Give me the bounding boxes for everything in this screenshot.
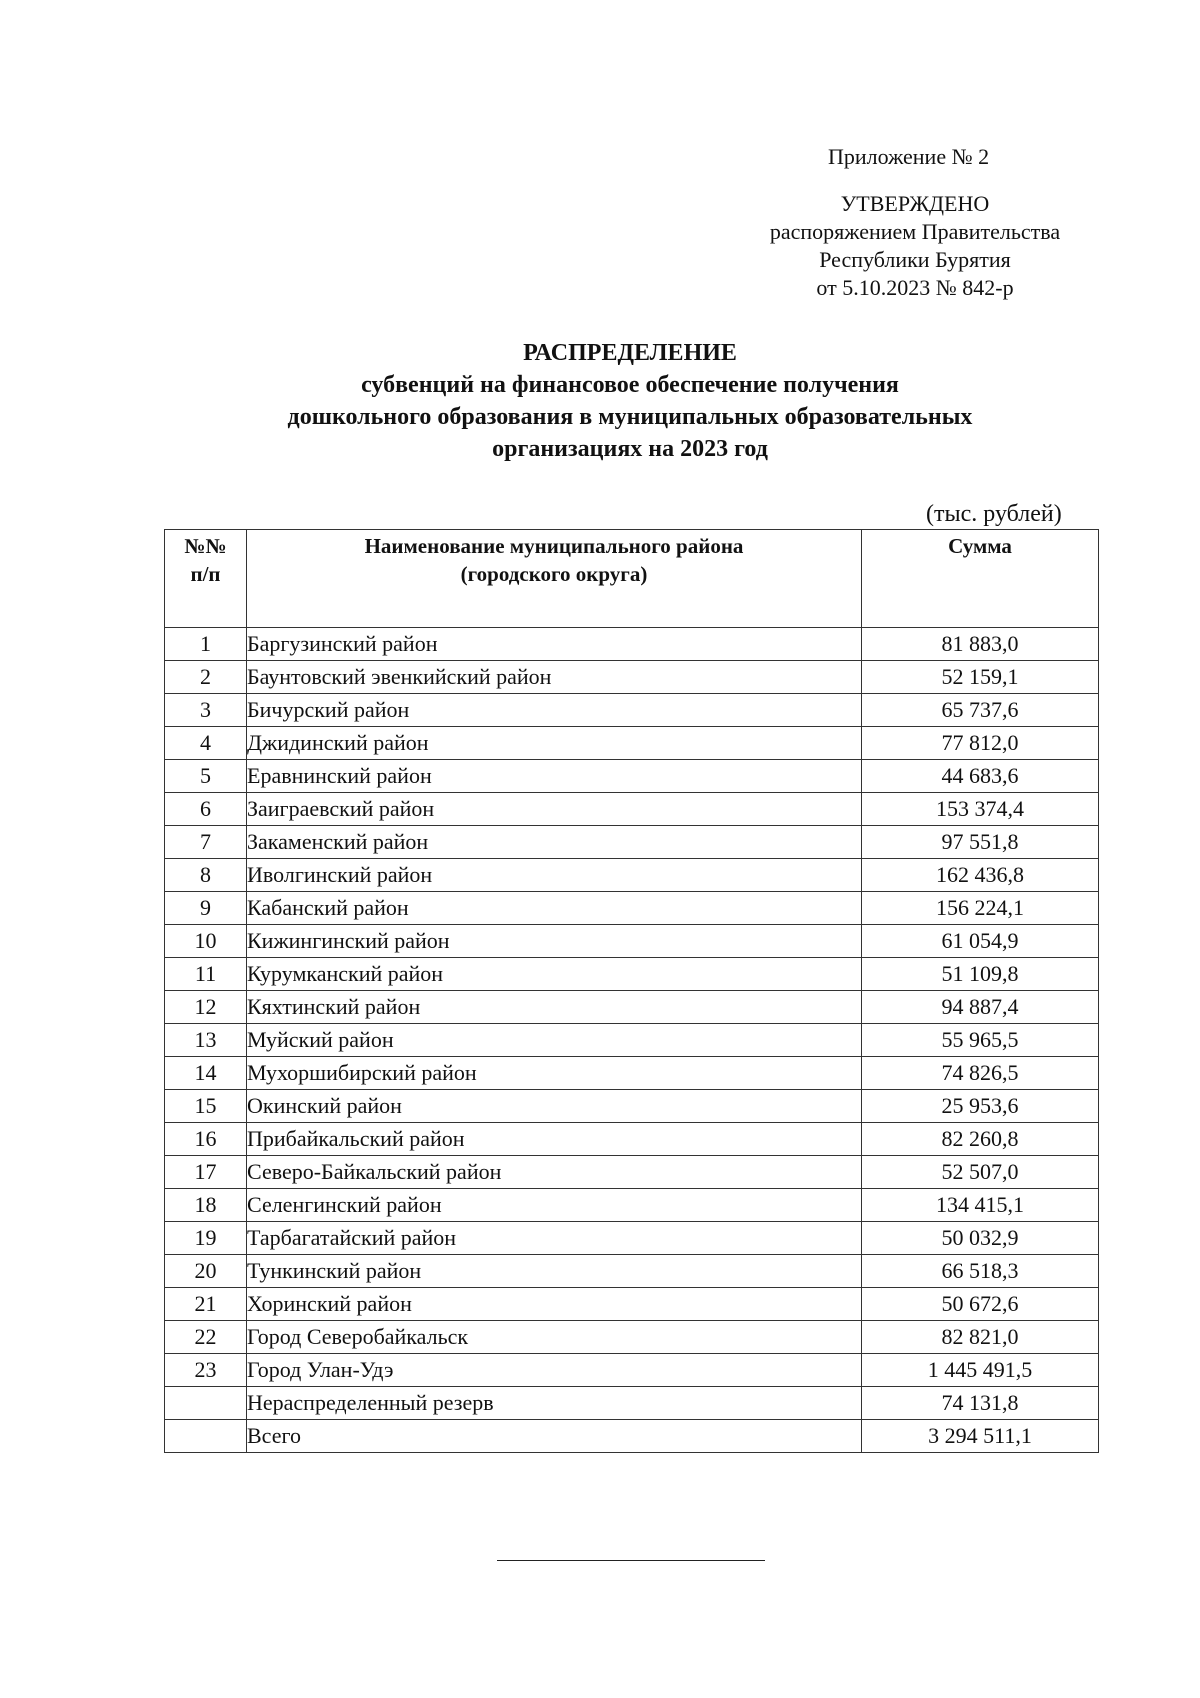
table-row	[165, 727, 1099, 760]
row-district-name: Кижингинский район	[247, 925, 862, 958]
table-body	[165, 628, 1099, 1453]
row-district-name: Баргузинский район	[247, 628, 862, 661]
row-amount: 61 054,9	[862, 925, 1099, 958]
row-district-name: Джидинский район	[247, 727, 862, 760]
table-row	[165, 1123, 1099, 1156]
table-row	[165, 1387, 1099, 1420]
title-subtitle-line-1: субвенций на финансовое обеспечение получения	[361, 372, 899, 398]
row-number: 23	[165, 1354, 247, 1387]
distribution-table	[164, 529, 1099, 1453]
row-number: 2	[165, 661, 247, 694]
row-district-name: Город Северобайкальск	[247, 1321, 862, 1354]
row-number: 12	[165, 991, 247, 1024]
units-label: (тыс. рублей)	[926, 501, 1062, 527]
row-number: 16	[165, 1123, 247, 1156]
header-name-line-2: (городского округа)	[460, 562, 648, 586]
table-row	[165, 1189, 1099, 1222]
row-district-name: Заиграевский район	[247, 793, 862, 826]
end-divider-line	[497, 1560, 765, 1561]
table-row	[165, 694, 1099, 727]
row-district-name: Тункинский район	[247, 1255, 862, 1288]
approval-authority: распоряжением Правительства	[769, 219, 1061, 244]
row-amount: 65 737,6	[862, 694, 1099, 727]
table-row	[165, 1321, 1099, 1354]
row-district-name: Кяхтинский район	[247, 991, 862, 1024]
row-district-name: Хоринский район	[247, 1288, 862, 1321]
row-amount: 52 159,1	[862, 661, 1099, 694]
row-district-name: Всего	[247, 1420, 862, 1453]
table-row	[165, 826, 1099, 859]
row-number: 21	[165, 1288, 247, 1321]
header-sum	[862, 530, 1099, 628]
header-name	[247, 530, 862, 628]
row-amount: 66 518,3	[862, 1255, 1099, 1288]
header-number	[165, 530, 247, 628]
row-amount: 134 415,1	[862, 1189, 1099, 1222]
table-row	[165, 1156, 1099, 1189]
row-district-name: Город Улан-Удэ	[247, 1354, 862, 1387]
row-amount: 162 436,8	[862, 859, 1099, 892]
row-number: 9	[165, 892, 247, 925]
row-number: 14	[165, 1057, 247, 1090]
table-header-row	[165, 530, 1099, 628]
row-amount: 74 131,8	[862, 1387, 1099, 1420]
document-title	[150, 337, 1110, 465]
row-amount: 81 883,0	[862, 628, 1099, 661]
row-number: 15	[165, 1090, 247, 1123]
row-district-name: Нераспределенный резерв	[247, 1387, 862, 1420]
row-amount: 94 887,4	[862, 991, 1099, 1024]
row-district-name: Курумканский район	[247, 958, 862, 991]
row-number: 4	[165, 727, 247, 760]
annex-label: Приложение № 2	[828, 144, 990, 169]
approval-heading: УТВЕРЖДЕНО	[840, 191, 990, 216]
header-sum-label: Сумма	[948, 534, 1012, 558]
title-subtitle-line-3: организациях на 2023 год	[492, 436, 768, 462]
row-number	[165, 1420, 247, 1453]
row-district-name: Прибайкальский район	[247, 1123, 862, 1156]
row-amount: 74 826,5	[862, 1057, 1099, 1090]
row-district-name: Еравнинский район	[247, 760, 862, 793]
table-row	[165, 760, 1099, 793]
title-subtitle-line-2: дошкольного образования в муниципальных образовательных	[287, 404, 973, 430]
row-number: 11	[165, 958, 247, 991]
row-district-name: Тарбагатайский район	[247, 1222, 862, 1255]
row-number: 8	[165, 859, 247, 892]
row-district-name: Северо-Байкальский район	[247, 1156, 862, 1189]
table-row	[165, 1420, 1099, 1453]
row-number: 10	[165, 925, 247, 958]
row-district-name: Мухоршибирский район	[247, 1057, 862, 1090]
table-row	[165, 925, 1099, 958]
row-number: 19	[165, 1222, 247, 1255]
row-amount: 51 109,8	[862, 958, 1099, 991]
row-amount: 1 445 491,5	[862, 1354, 1099, 1387]
table-row	[165, 1288, 1099, 1321]
row-number: 7	[165, 826, 247, 859]
row-district-name: Бичурский район	[247, 694, 862, 727]
row-number: 13	[165, 1024, 247, 1057]
table-row	[165, 1255, 1099, 1288]
table-row	[165, 628, 1099, 661]
row-amount: 82 260,8	[862, 1123, 1099, 1156]
table-row	[165, 1024, 1099, 1057]
table-row	[165, 661, 1099, 694]
row-amount: 153 374,4	[862, 793, 1099, 826]
row-district-name: Кабанский район	[247, 892, 862, 925]
row-number: 1	[165, 628, 247, 661]
row-amount: 82 821,0	[862, 1321, 1099, 1354]
table-row	[165, 991, 1099, 1024]
row-amount: 25 953,6	[862, 1090, 1099, 1123]
row-district-name: Иволгинский район	[247, 859, 862, 892]
approval-date-number: от 5.10.2023 № 842-р	[816, 275, 1014, 300]
row-district-name: Окинский район	[247, 1090, 862, 1123]
row-district-name: Закаменский район	[247, 826, 862, 859]
table-row	[165, 958, 1099, 991]
row-number: 17	[165, 1156, 247, 1189]
row-amount: 50 032,9	[862, 1222, 1099, 1255]
row-amount: 50 672,6	[862, 1288, 1099, 1321]
table-row	[165, 1090, 1099, 1123]
table-row	[165, 1222, 1099, 1255]
row-amount: 97 551,8	[862, 826, 1099, 859]
approval-republic: Республики Бурятия	[819, 247, 1011, 272]
row-amount: 3 294 511,1	[862, 1420, 1099, 1453]
row-number: 20	[165, 1255, 247, 1288]
row-number: 6	[165, 793, 247, 826]
row-district-name: Баунтовский эвенкийский район	[247, 661, 862, 694]
row-number: 5	[165, 760, 247, 793]
table-row	[165, 1354, 1099, 1387]
row-number	[165, 1387, 247, 1420]
row-number: 22	[165, 1321, 247, 1354]
row-amount: 55 965,5	[862, 1024, 1099, 1057]
table-row	[165, 793, 1099, 826]
table-row	[165, 892, 1099, 925]
row-district-name: Селенгинский район	[247, 1189, 862, 1222]
title-heading: РАСПРЕДЕЛЕНИЕ	[523, 340, 737, 366]
header-number-line-2: п/п	[190, 562, 221, 586]
row-amount: 44 683,6	[862, 760, 1099, 793]
row-amount: 77 812,0	[862, 727, 1099, 760]
approval-block	[740, 190, 1090, 302]
header-name-line-1: Наименование муниципального района	[364, 534, 744, 558]
row-amount: 156 224,1	[862, 892, 1099, 925]
row-number: 3	[165, 694, 247, 727]
row-number: 18	[165, 1189, 247, 1222]
row-amount: 52 507,0	[862, 1156, 1099, 1189]
table-row	[165, 1057, 1099, 1090]
header-number-line-1: №№	[184, 534, 227, 558]
row-district-name: Муйский район	[247, 1024, 862, 1057]
table-row	[165, 859, 1099, 892]
